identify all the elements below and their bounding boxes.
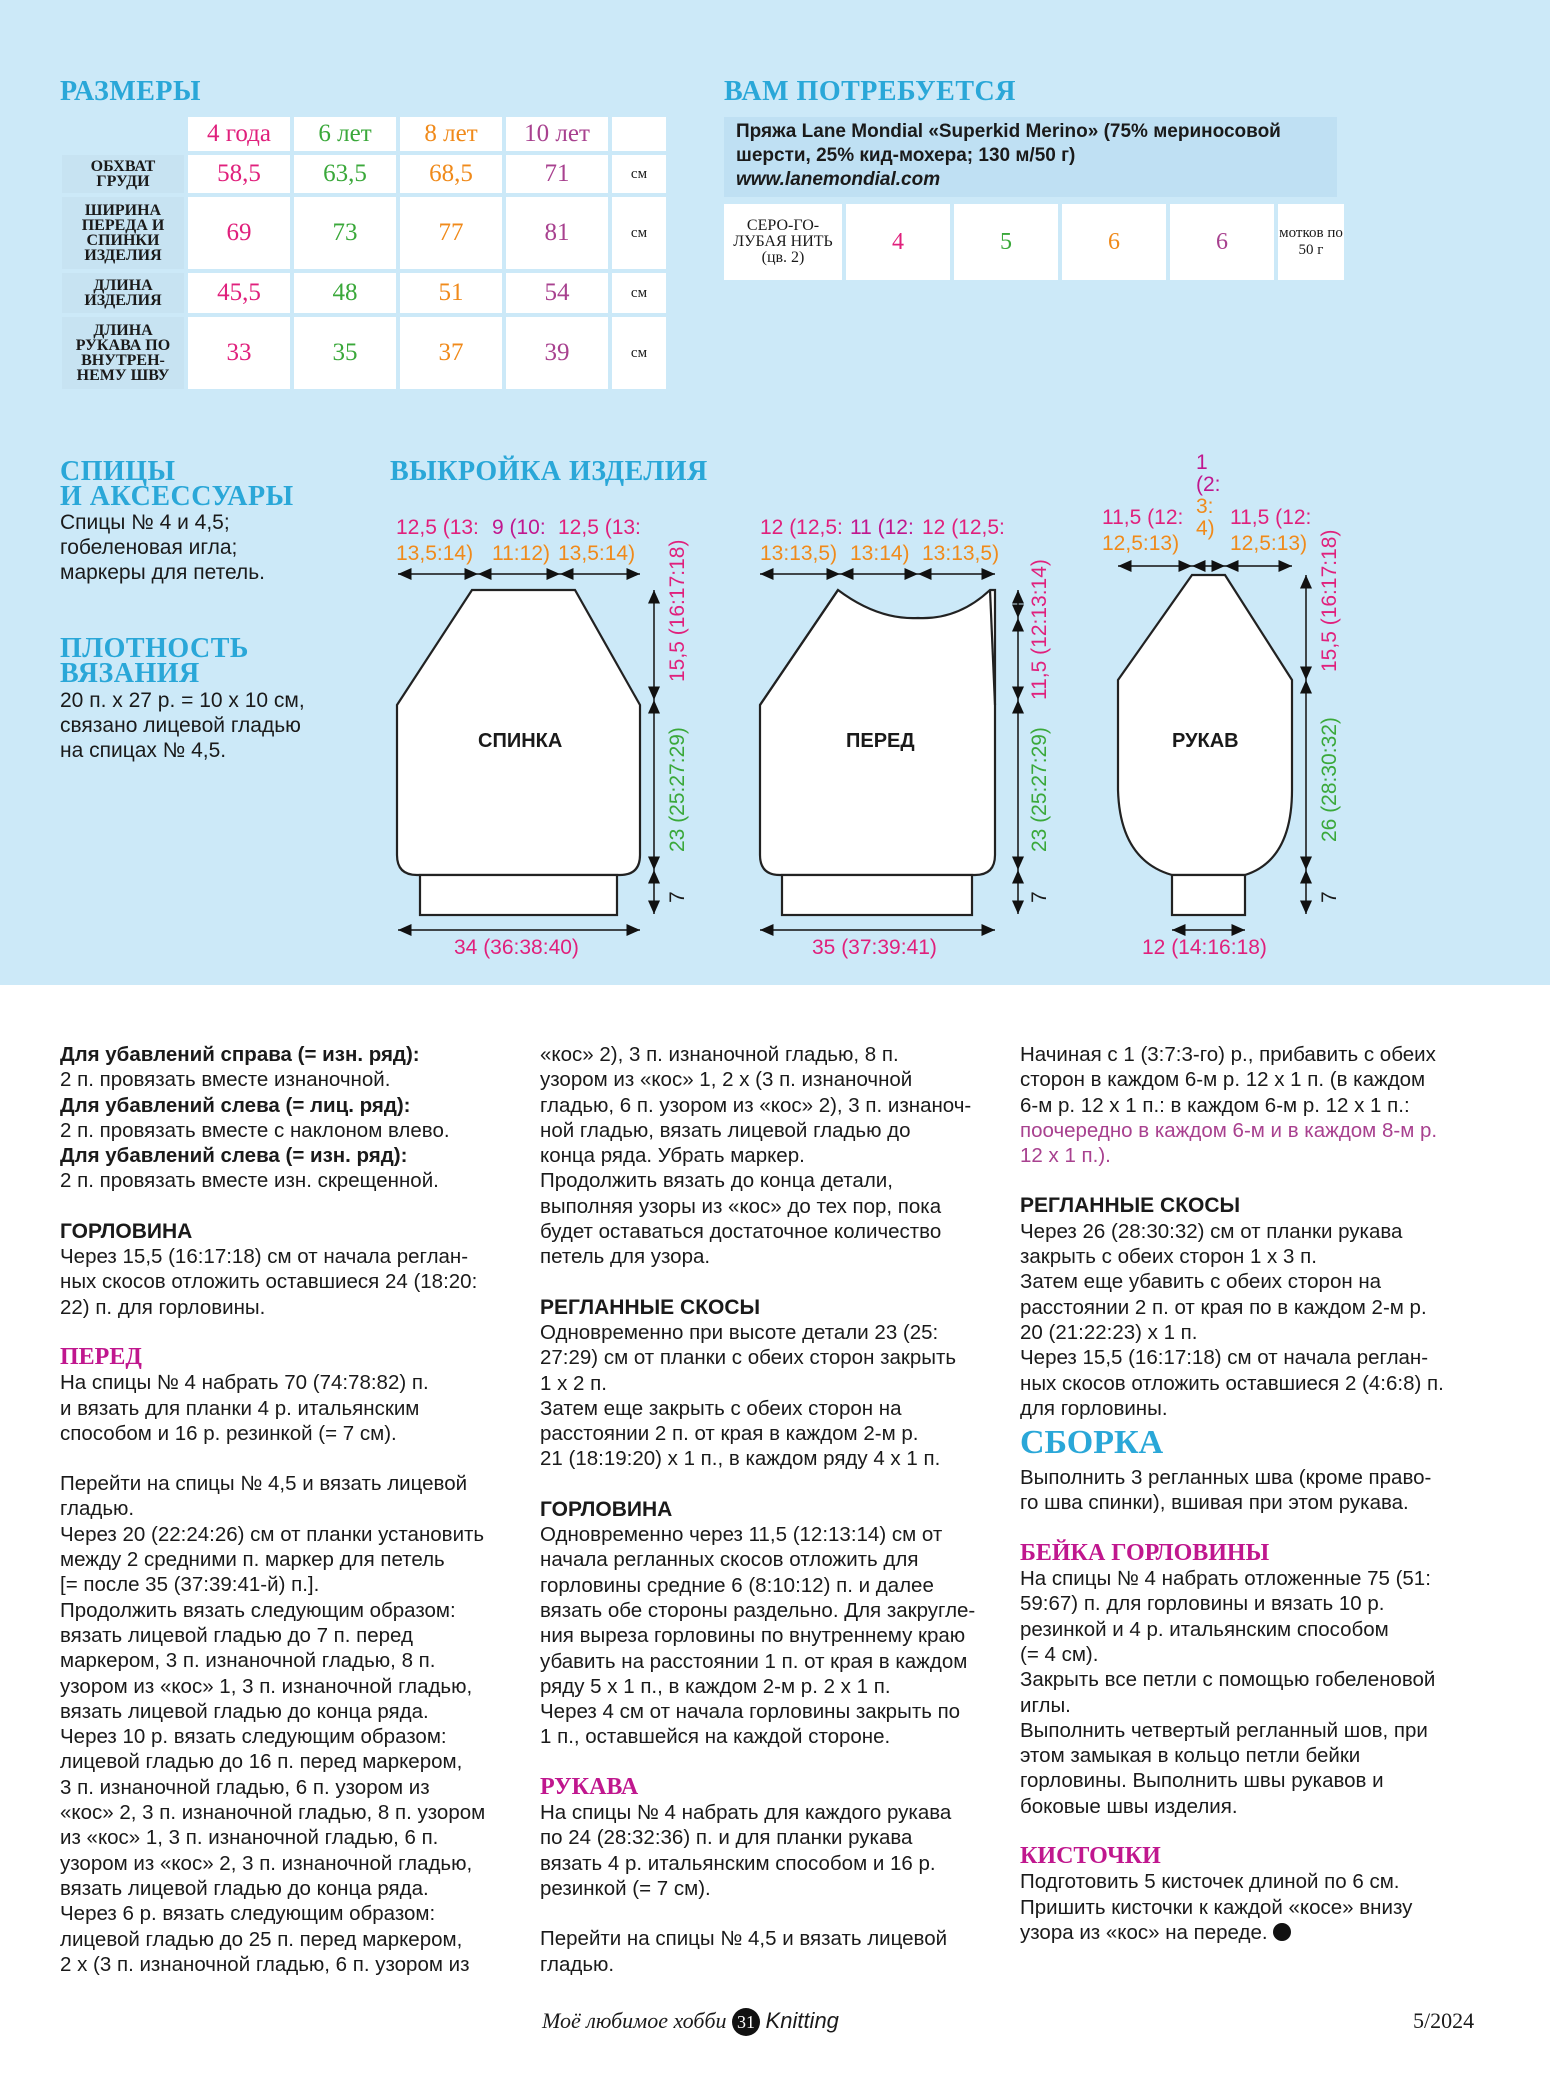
- text-column-3: Начиная с 1 (3:7:3-го) р., прибавить с обеих сторон в каждом 6-м р. 12 х 1 п. (в каждом 6-м р. 12 х 1 п.: в каждом 6-м р. 12 х 1 п.: поочередно в каждом 6-м и в каждом 8-м р. 12 х 1 п.). РЕГЛАННЫЕ СКОСЫ Через 26 (28:30:32) см от планки рукава закрыть с обеих сторон 1 х 3 п. Затем еще убавить с обеих сторон на расстоянии 2 п. от края по в каждом 2-м р. 20 (21:22:23) х 1 п. Через 15,5 (16:17:18) см от начала реглан- ных скосов отложить оставшиеся 2 (4:6:8) п. для горловины. СБОРКА Выполнить 3 регланных шва (кроме право- го шва спинки), вшивая при этом рукава. БЕЙКА ГОРЛОВИНЫ На спицы № 4 набрать отложенные 75 (51: 59:67) п. для горловины и вязать 10 р. резинкой и 4 р. итальянским способом (= 4 см). Закрыть все петли с помощью гобеленовой иглы. Выполнить четвертый регланный шов, при этом замыкая в кольцо петли бейки горловины. Выполнить швы рукавов и боковые швы изделия. КИСТОЧКИ Подготовить 5 кисточек длиной по 6 см. Пришить кисточки к каждой «косе» внизу узора из «кос» на переде.: [1020, 1042, 1500, 1945]
- table-cell: 6: [1062, 204, 1166, 280]
- table-cell: 71: [506, 155, 608, 193]
- dim-label: 15,5 (16:17:18): [666, 539, 689, 682]
- dim-label: 34 (36:38:40): [454, 936, 579, 959]
- sleeve-shape: [1118, 575, 1292, 875]
- dim-label: 23 (25:27:29): [1028, 727, 1051, 852]
- size-header-6: 6 лет: [294, 117, 396, 151]
- sleeve-rib: [1172, 875, 1245, 915]
- dim-label: 9 (10: 11:12): [492, 516, 550, 565]
- page-number: 31: [732, 2008, 760, 2036]
- table-cell: 4: [846, 204, 950, 280]
- table-cell: 37: [400, 317, 502, 389]
- unit: см: [612, 273, 666, 313]
- table-cell: 58,5: [188, 155, 290, 193]
- table-cell: 5: [954, 204, 1058, 280]
- table-cell: 33: [188, 317, 290, 389]
- table-cell: 48: [294, 273, 396, 313]
- dim-label: 11,5 (12: 12,5:13): [1230, 506, 1312, 555]
- table-cell: 63,5: [294, 155, 396, 193]
- dim-label: 11 (12: 13:14): [850, 516, 914, 565]
- dim-label: 7: [666, 891, 689, 903]
- dim-label: 12,5 (13: 13,5:14): [558, 516, 641, 565]
- yarn-line: шерсти, 25% кид-мохера; 130 м/50 г): [736, 145, 1076, 166]
- text-column-1: Для убавлений справа (= изн. ряд): 2 п. провязать вместе изнаночной. Для убавлений слева (= лиц. ряд): 2 п. провязать вместе с наклоном влево. Для убавлений слева (= изн. ряд): 2 п. провязать вместе изн. скрещенной. ГОРЛОВИНА Через 15,5 (16:17:18) см от начала реглан- ных скосов отложить оставшиеся 24 (18:20: 22) п. для горловины. ПЕРЕД На спицы № 4 набрать 70 (74:78:82) п. и вязать для планки 4 р. итальянским способом и 16 р. резинкой (= 7 см). Перейти на спицы № 4,5 и вязать лицевой гладью. Через 20 (22:24:26) см от планки установить между 2 средними п. маркер для петель [= после 35 (37:39:41-й) п.]. Продолжить вязать следующим образом: вязать лицевой гладью до 7 п. перед маркером, 3 п. изнаночной гладью, 8 п. узором из «кос» 1, 3 п. изнаночной гладью, вязать лицевой гладью до конца ряда. Через 10 р. вязать следующим образом: лицевой гладью до 16 п. перед маркером, 3 п. изнаночной гладью, 6 п. узором из «кос» 2, 3 п. изнаночной гладью, 8 п. узором из «кос» 1, 3 п. изнаночной гладью, 6 п. узором из «кос» 2, 3 п. изнаночной гладью, вязать лицевой гладью до конца ряда. Через 6 р. вязать следующим образом: лицевой гладью до 25 п. перед маркером, 2 х (3 п. изнаночной гладью, 6 п. узором из: [60, 1042, 530, 1977]
- size-header-4: 4 года: [188, 117, 290, 151]
- table-cell: 39: [506, 317, 608, 389]
- section-title: БЕЙКА ГОРЛОВИНЫ: [1020, 1539, 1270, 1566]
- end-mark-icon: [1273, 1923, 1291, 1941]
- section-title: СБОРКА: [1020, 1424, 1164, 1462]
- table-cell: 45,5: [188, 273, 290, 313]
- section-title: ГОРЛОВИНА: [540, 1497, 673, 1521]
- section-title: РУКАВА: [540, 1773, 639, 1800]
- text-column-2: «кос» 2), 3 п. изнаночной гладью, 8 п. узором из «кос» 1, 2 х (3 п. изнаночной гладью, 6 п. узором из «кос» 2), 3 п. изнаноч- ной гладью, вязать лицевой гладью до конца ряда. Убрать маркер. Продолжить вязать до конца детали, выполняя узоры из «кос» до тех пор, пока будет оставаться достаточное количество петель для узора. РЕГЛАННЫЕ СКОСЫ Одновременно при высоте детали 23 (25: 27:29) см от планки с обеих сторон закрыть 1 х 2 п. Затем еще закрыть с обеих сторон на расстоянии 2 п. от края в каждом 2-м р. 21 (18:19:20) х 1 п., в каждом ряду 4 х 1 п. ГОРЛОВИНА Одновременно через 11,5 (12:13:14) см от начала регланных скосов отложить для горловины средние 6 (8:10:12) п. и далее вязать обе стороны раздельно. Для закругле- ния выреза горловины по внутреннему краю убавить на расстоянии 1 п. от края в каждом ряду 5 х 1 п., в каждом 2-м р. 2 х 1 п. Через 4 см от начала горловины закрыть по 1 п., оставшейся на каждой стороне. РУКАВА На спицы № 4 набрать для каждого рукава по 24 (28:32:36) п. и для планки рукава вязать 4 р. итальянским способом и 16 р. резинкой (= 7 см). Перейти на спицы № 4,5 и вязать лицевой гладью.: [540, 1042, 1010, 1977]
- dim-label: 12,5 (13: 13,5:14): [396, 516, 479, 565]
- pattern-title: ВЫКРОЙКА ИЗДЕЛИЯ: [390, 456, 708, 487]
- unit: см: [612, 317, 666, 389]
- table-cell: 73: [294, 197, 396, 269]
- row-label: ОБХВАТ ГРУДИ: [62, 155, 184, 193]
- size-header-8: 8 лет: [400, 117, 502, 151]
- table-cell: 51: [400, 273, 502, 313]
- sizes-title: РАЗМЕРЫ: [60, 76, 202, 107]
- table-cell: 69: [188, 197, 290, 269]
- table-cell: 6: [1170, 204, 1274, 280]
- table-cell: 81: [506, 197, 608, 269]
- dim-label: 26 (28:30:32): [1318, 717, 1341, 842]
- dim-label: 7: [1318, 891, 1341, 903]
- dim-label: 1 (2: 3: 4): [1196, 451, 1221, 540]
- dim-label: 11,5 (12:13:14): [1028, 559, 1051, 700]
- dim-label: 15,5 (16:17:18): [1318, 529, 1341, 672]
- dim-label: 11,5 (12: 12,5:13): [1102, 506, 1184, 555]
- row-label: ДЛИНА ИЗДЕЛИЯ: [62, 273, 184, 313]
- section-title: РЕГЛАННЫЕ СКОСЫ: [1020, 1194, 1241, 1218]
- table-cell: 54: [506, 273, 608, 313]
- dim-label: 12 (12,5: 13:13,5): [760, 516, 843, 565]
- needles-text: Спицы № 4 и 4,5; гобеленовая игла; маркеры для петель.: [60, 511, 265, 584]
- gauge-text: 20 п. х 27 р. = 10 х 10 см, связано лицевой гладью на спицах № 4,5.: [60, 689, 305, 762]
- need-title: ВАМ ПОТРЕБУЕТСЯ: [724, 76, 1016, 107]
- back-label: СПИНКА: [478, 730, 563, 752]
- dim-label: 7: [1028, 891, 1051, 903]
- section-title: РЕГЛАННЫЕ СКОСЫ: [540, 1295, 761, 1319]
- unit: мотков по 50 г: [1278, 204, 1344, 280]
- back-rib: [420, 875, 617, 915]
- size-header-10: 10 лет: [506, 117, 608, 151]
- dim-label: 35 (37:39:41): [812, 936, 937, 959]
- footer-magazine: Моё любимое хобби 31 Knitting: [542, 2008, 839, 2036]
- table-cell: 77: [400, 197, 502, 269]
- table-cell: 68,5: [400, 155, 502, 193]
- needles-title: И АКСЕССУАРЫ: [60, 481, 294, 512]
- issue-number: 5/2024: [1413, 2008, 1475, 2033]
- dim-label: 23 (25:27:29): [666, 727, 689, 852]
- needles-title: СПИЦЫ: [60, 456, 176, 487]
- section-title: ГОРЛОВИНА: [60, 1219, 193, 1243]
- section-title: КИСТОЧКИ: [1020, 1843, 1161, 1870]
- sleeve-label: РУКАВ: [1172, 730, 1239, 752]
- row-label: ШИРИНА ПЕРЕДА И СПИНКИ ИЗДЕЛИЯ: [62, 197, 184, 269]
- row-label: ДЛИНА РУКАВА ПО ВНУТРЕН-НЕМУ ШВУ: [62, 317, 184, 389]
- yarn-line: Пряжа Lane Mondial «Superkid Merino» (75% мериносовой: [736, 121, 1281, 142]
- dim-label: 12 (14:16:18): [1142, 936, 1267, 959]
- front-label: ПЕРЕД: [846, 730, 915, 752]
- front-rib: [782, 875, 972, 915]
- gauge-title: ВЯЗАНИЯ: [60, 658, 200, 689]
- table-cell: 35: [294, 317, 396, 389]
- color-label: СЕРО-ГО-ЛУБАЯ НИТЬ (цв. 2): [724, 204, 842, 280]
- unit: см: [612, 197, 666, 269]
- section-title: ПЕРЕД: [60, 1343, 142, 1370]
- yarn-url: www.lanemondial.com: [736, 169, 941, 190]
- dim-label: 12 (12,5: 13:13,5): [922, 516, 1005, 565]
- gauge-title: ПЛОТНОСТЬ: [60, 633, 249, 664]
- unit: см: [612, 155, 666, 193]
